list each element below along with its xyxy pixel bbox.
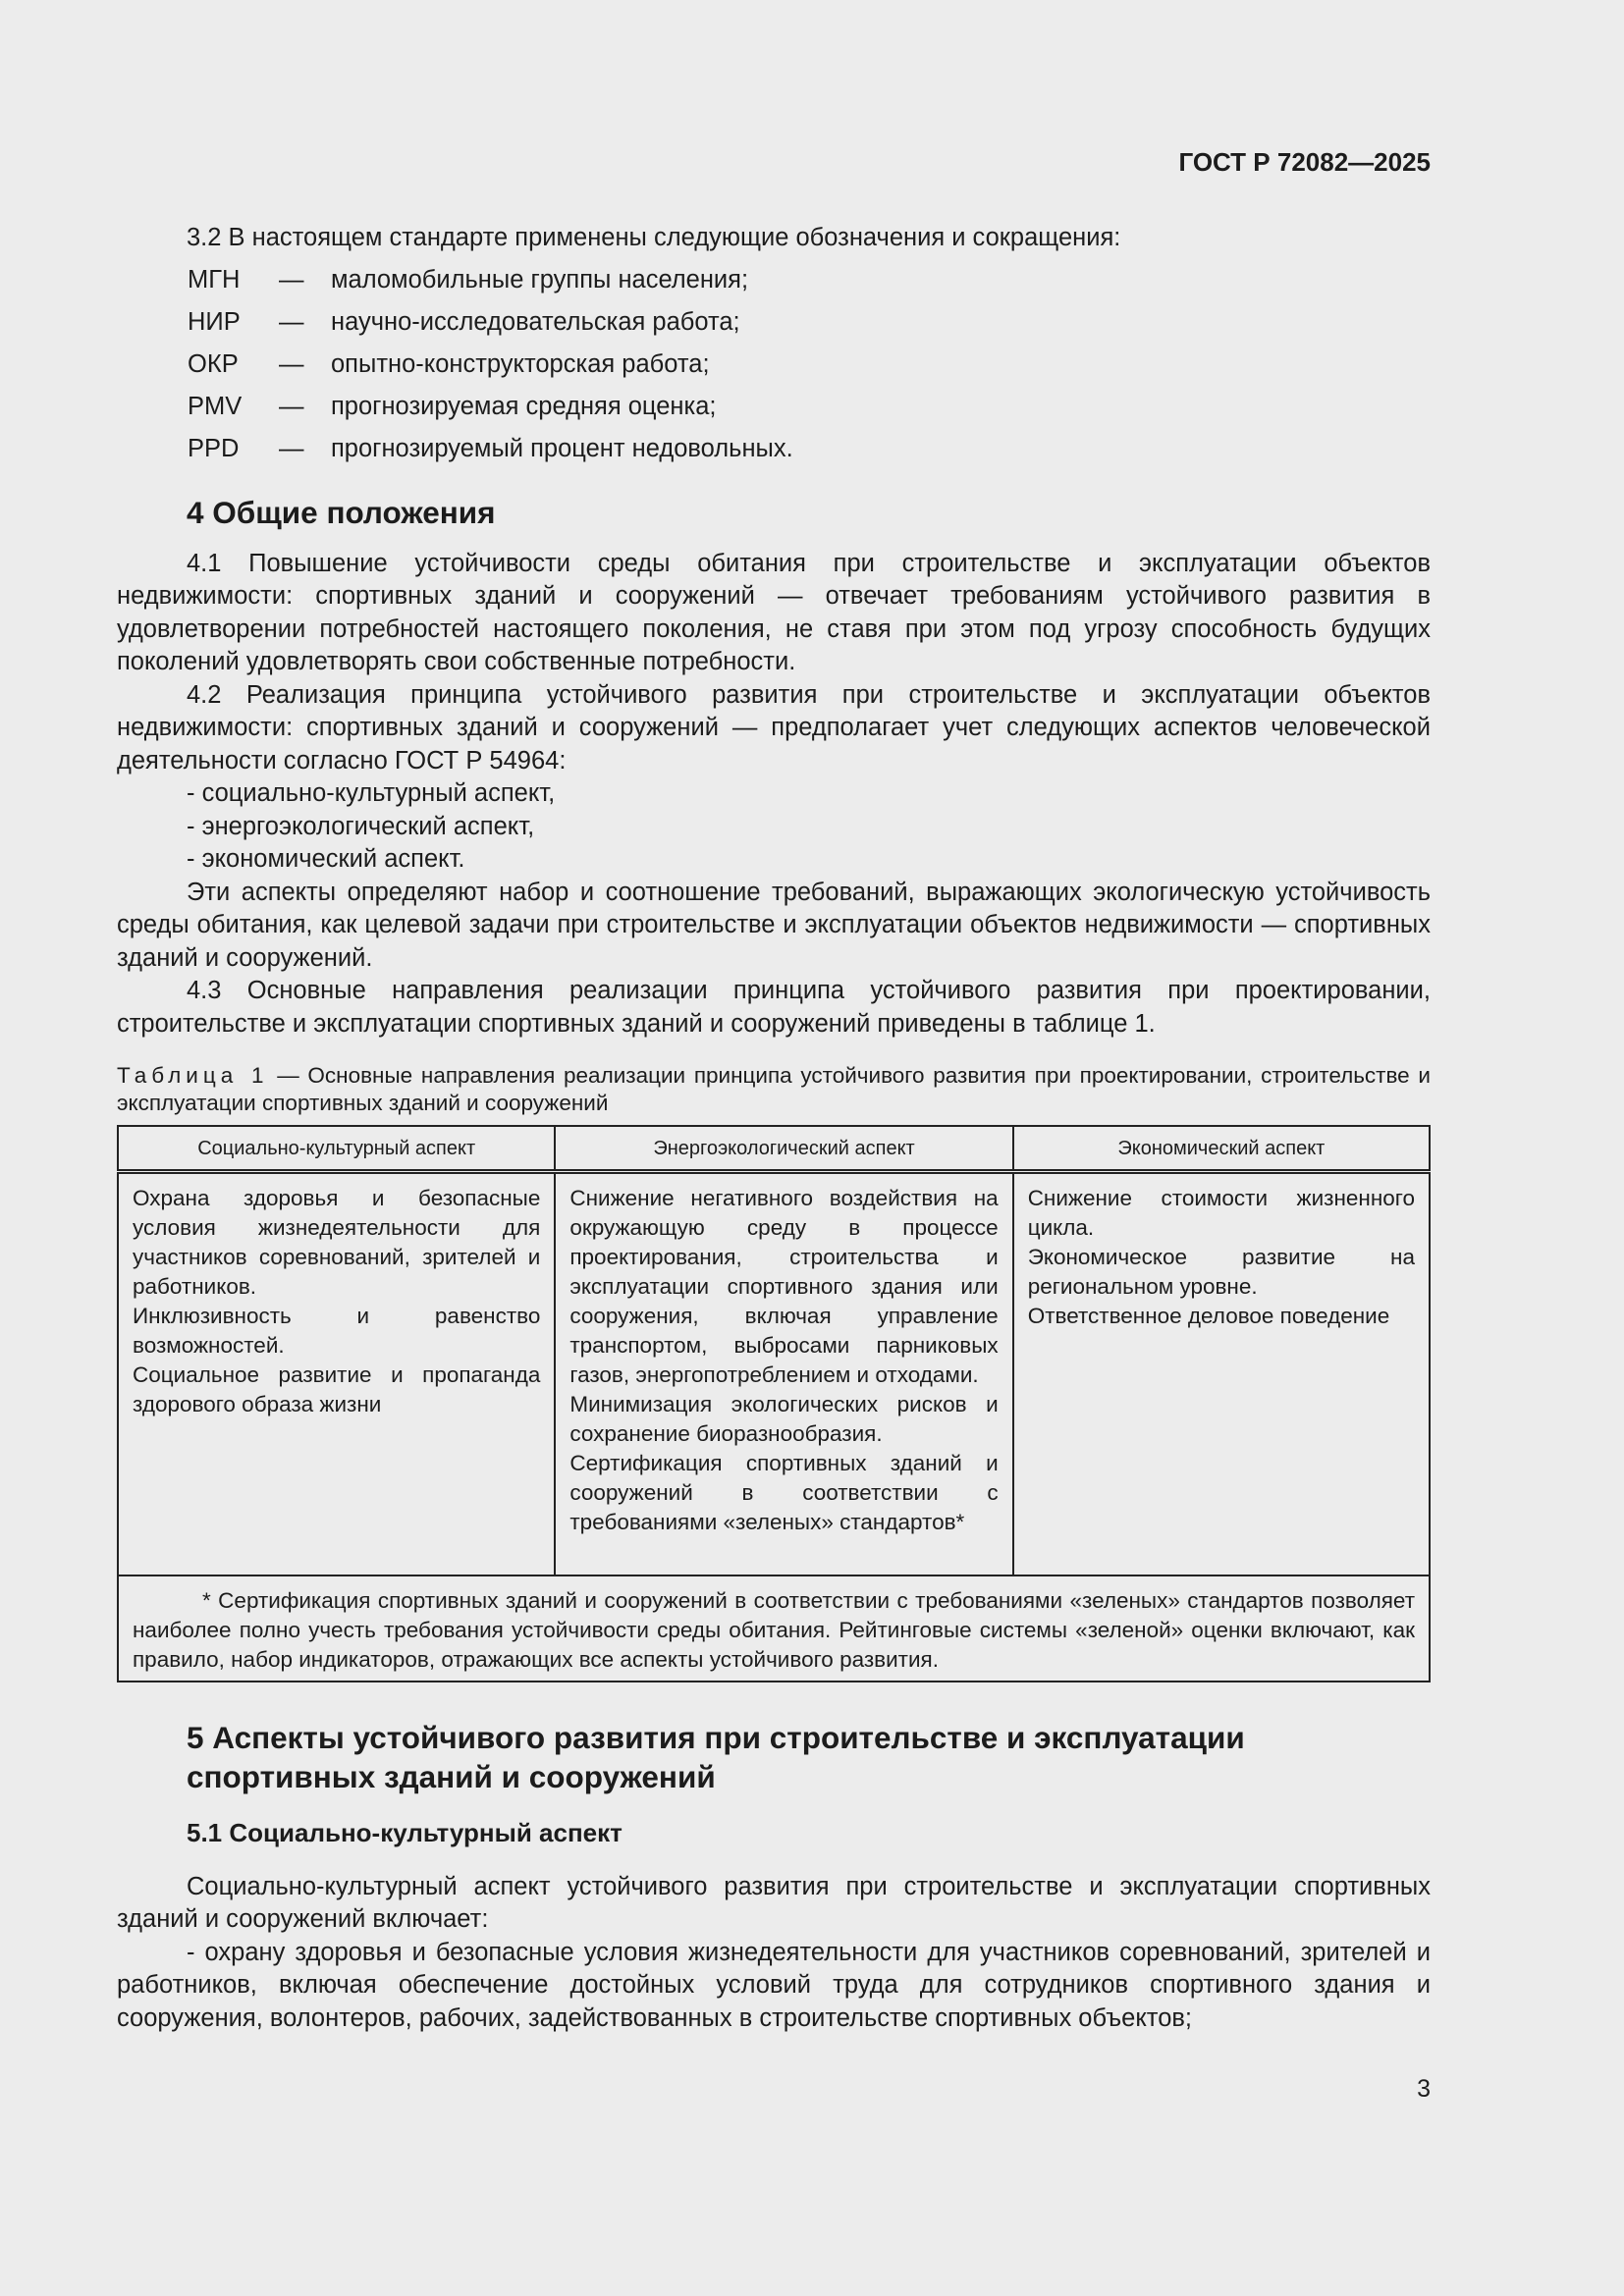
page-content	[117, 222, 1431, 2035]
abbreviation-dash: —	[279, 308, 304, 337]
table-cell-economic	[1013, 1172, 1430, 1575]
abbreviation-term: PMV	[188, 393, 243, 421]
paragraph-5-1-item: - охрану здоровья и безопасные условия жизнедеятельности для участников соревнований, зрителей и работников, включая обеспечение достойных условий труда для сотрудников спортивного здания и сооружения, волонтеров, рабочих, задействованных в строительстве спортивных объектов;	[117, 1938, 1431, 2032]
table-row	[118, 1172, 1430, 1575]
aspect-list-item: - энергоэкологический аспект,	[187, 812, 535, 840]
abbreviation-definition: маломобильные группы населения;	[331, 266, 749, 294]
abbreviation-term: ОКР	[188, 350, 239, 379]
abbreviation-term: PPD	[188, 435, 240, 463]
table-cell-energy-ecological	[555, 1172, 1012, 1575]
cell-text: Сертификация спортивных зданий и сооружений в соответствии с требованиями «зеленых» стандартов*	[569, 1451, 999, 1534]
cell-text: Социальное развитие и пропаганда здорового образа жизни	[133, 1362, 541, 1416]
abbreviation-dash: —	[279, 266, 304, 294]
table-1	[117, 1125, 1431, 1682]
table-header-cell: Экономический аспект	[1013, 1126, 1430, 1172]
abbreviation-definition: прогнозируемый процент недовольных.	[331, 435, 793, 463]
cell-text: Экономическое развитие на региональном уровне.	[1027, 1245, 1415, 1299]
aspect-list-item: - социально-культурный аспект,	[187, 779, 556, 807]
abbreviation-item	[117, 345, 1431, 387]
abbreviation-term: МГН	[188, 266, 241, 294]
paragraph-4-3: 4.3 Основные направления реализации принципа устойчивого развития при проектировании, строительстве и эксплуатации спортивных зданий и сооружений приведены в таблице 1.	[117, 977, 1431, 1038]
table-cell-social	[118, 1172, 555, 1575]
abbreviation-definition: научно-исследовательская работа;	[331, 308, 740, 337]
abbreviations-list	[117, 260, 1431, 471]
table-header-cell: Социально-культурный аспект	[118, 1126, 555, 1172]
paragraph-4-1: 4.1 Повышение устойчивости среды обитания при строительстве и эксплуатации объектов недвижимости: спортивных зданий и сооружений — отвечает требованиям устойчивого развития в удовлетворении потребностей настоящего поколения, не ставя при этом под угрозу способность будущих поколений удовлетворять свои собственные потребности.	[117, 549, 1431, 675]
abbreviation-dash: —	[279, 435, 304, 463]
abbreviation-dash: —	[279, 393, 304, 421]
cell-text: Минимизация экологических рисков и сохранение биоразнообразия.	[569, 1392, 999, 1446]
table-header-row	[118, 1126, 1430, 1172]
abbreviation-definition: прогнозируемая средняя оценка;	[331, 393, 717, 421]
subsection-5-1-heading: 5.1 Социально-культурный аспект	[187, 1817, 623, 1847]
section-5-heading: 5 Аспекты устойчивого развития при строительстве и эксплуатации спортивных зданий и сооружений	[187, 1719, 1245, 1794]
section-4-heading: 4 Общие положения	[187, 494, 496, 530]
abbreviation-dash: —	[279, 350, 304, 379]
paragraph-4-2: 4.2 Реализация принципа устойчивого развития при строительстве и эксплуатации объектов недвижимости: спортивных зданий и сооружений — предполагает учет следующих аспектов человеческой деятельности согласно ГОСТ Р 54964:	[117, 680, 1431, 774]
cell-text: Охрана здоровья и безопасные условия жизнедеятельности для участников соревнований, зрителей и работников.	[133, 1186, 541, 1299]
abbreviation-term: НИР	[188, 308, 241, 337]
cell-text: Снижение стоимости жизненного цикла.	[1027, 1186, 1415, 1240]
paragraph-5-1-intro: Социально-культурный аспект устойчивого развития при строительстве и эксплуатации спортивных зданий и сооружений включает:	[117, 1872, 1431, 1933]
aspect-list-item: - экономический аспект.	[187, 845, 465, 873]
page-number: 3	[1417, 2075, 1431, 2103]
footnote-text: * Сертификация спортивных зданий и сооружений в соответствии с требованиями «зеленых» стандартов позволяет наиболее полно учесть требования устойчивости среды обитания. Рейтинговые системы «зеленой» оценки включают, как правило, набор индикаторов, отражающих все аспекты устойчивого развития.	[133, 1587, 1415, 1672]
table-caption	[117, 1062, 1431, 1117]
abbreviation-definition: опытно-конструкторская работа;	[331, 350, 710, 379]
cell-text: Ответственное деловое поведение	[1027, 1304, 1390, 1328]
table-caption-label: Таблица 1	[117, 1063, 269, 1088]
table-footnote-row	[118, 1575, 1430, 1682]
abbreviation-item	[117, 260, 1431, 302]
abbreviation-item	[117, 302, 1431, 345]
table-header-cell: Энергоэкологический аспект	[555, 1126, 1012, 1172]
abbreviation-item	[117, 429, 1431, 471]
document-header: ГОСТ Р 72082—2025	[1178, 147, 1431, 177]
abbreviations-intro: 3.2 В настоящем стандарте применены следующие обозначения и сокращения:	[187, 224, 1121, 251]
table-caption-text: — Основные направления реализации принципа устойчивого развития при проектировании, строительстве и эксплуатации спортивных зданий и сооружений	[117, 1063, 1431, 1115]
cell-text: Инклюзивность и равенство возможностей.	[133, 1304, 541, 1358]
table-footnote	[118, 1575, 1430, 1682]
cell-text: Снижение негативного воздействия на окружающую среду в процессе проектирования, строительства и эксплуатации спортивного здания или сооружения, включая управление транспортом, выбросами парниковых газов, энергопотреблением и отходами.	[569, 1186, 999, 1387]
abbreviation-item	[117, 387, 1431, 429]
paragraph-aspects: Эти аспекты определяют набор и соотношение требований, выражающих экологическую устойчивость среды обитания, как целевой задачи при строительстве и эксплуатации объектов недвижимости — спортивных зданий и сооружений.	[117, 878, 1431, 972]
